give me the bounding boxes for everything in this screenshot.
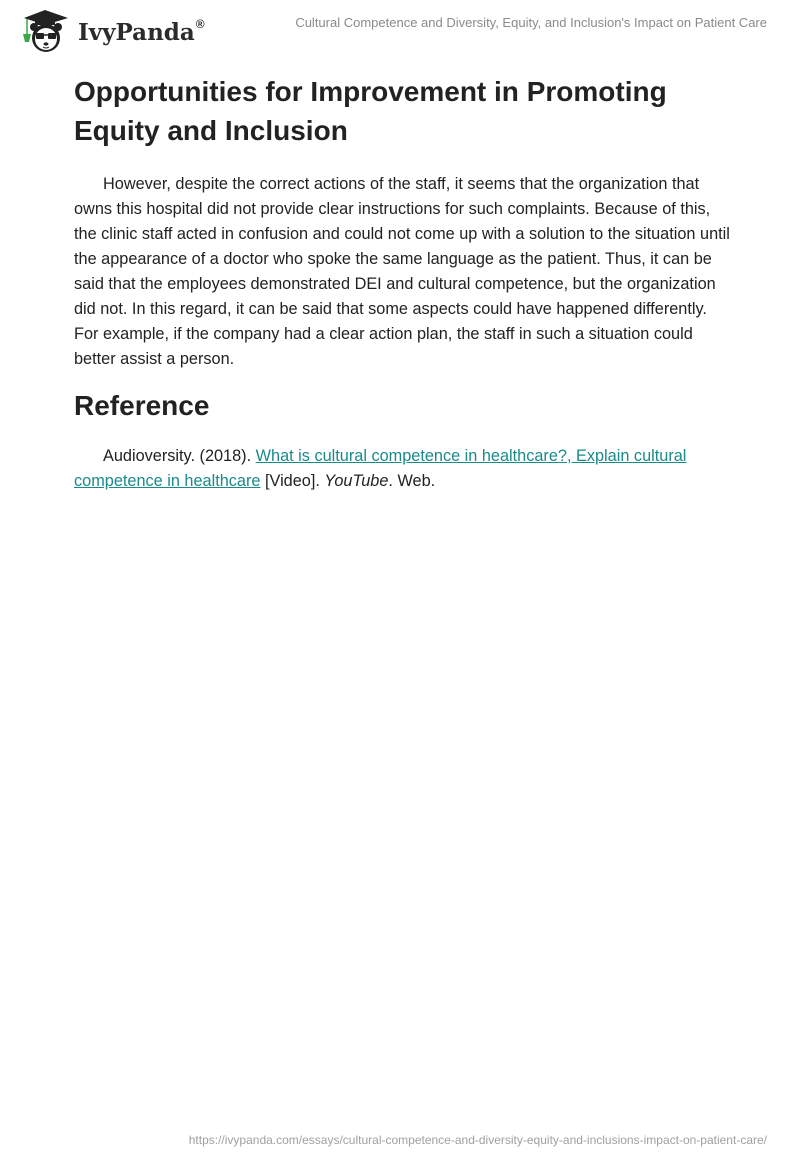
document-title: Cultural Competence and Diversity, Equity, and Inclusion's Impact on Patient Care [295, 15, 767, 30]
reference-source: YouTube [324, 472, 389, 490]
reference-link[interactable]: What is cultural competence in healthcare?, Explain cultural competence in healthcare [74, 447, 687, 490]
reference-heading: Reference [74, 390, 210, 421]
reference-entry [74, 444, 734, 494]
panda-graduate-icon [18, 6, 72, 54]
body-paragraph: However, despite the correct actions of the staff, it seems that the organization that owns this hospital did not provide clear instructions for such complaints. Because of this, the clinic staff acted in confusion and could not come up with a solution to the situation until the appearance of a doctor who spoke the same language as the patient. Thus, it can be said that the employees demonstrated DEI and cultural competence, but the organization did not. In this regard, it can be said that some aspects could have happened differently. For example, if the company had a clear action plan, the staff in such a situation could better assist a person. [74, 175, 730, 368]
reference-type: [Video]. [260, 472, 325, 490]
footer-url[interactable]: https://ivypanda.com/essays/cultural-competence-and-diversity-equity-and-inclusions-impact-on-patient-care/ [188, 1133, 767, 1147]
logo[interactable] [18, 6, 205, 54]
section-heading: Opportunities for Improvement in Promoting Equity and Inclusion [74, 76, 667, 146]
logo-text: IvyPanda® [78, 16, 205, 46]
reference-author-year: Audioversity. (2018). [103, 447, 256, 465]
page-header [0, 0, 800, 60]
registered-mark: ® [195, 16, 205, 31]
reference-suffix: . Web. [388, 472, 436, 490]
article-content [74, 72, 734, 494]
